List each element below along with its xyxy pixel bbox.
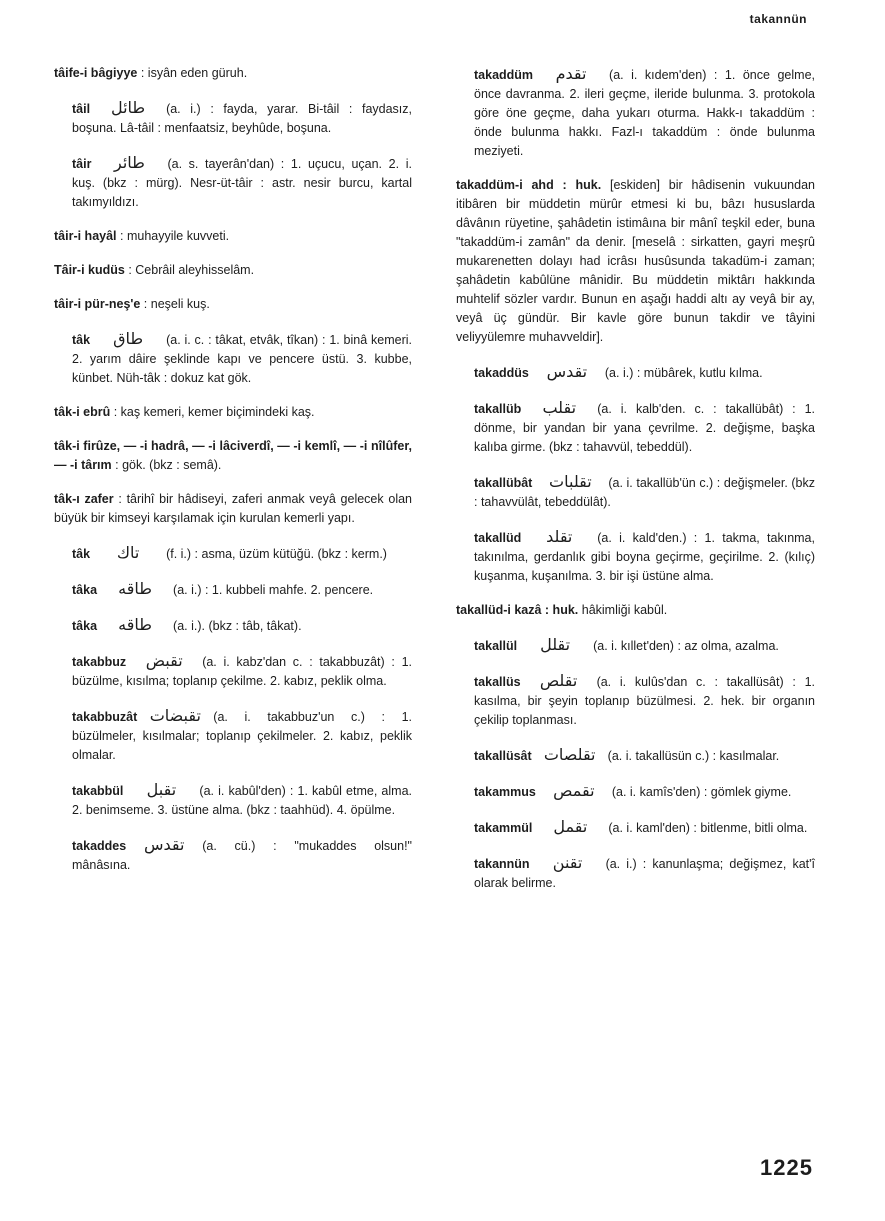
entry-arabic-script: تقلد bbox=[546, 527, 573, 546]
dictionary-entry bbox=[36, 651, 412, 691]
entry-headword: takabbuzât bbox=[72, 710, 138, 724]
entry-definition: (a. i. kulûs'dan c. : takallüsât) : 1. kasılma, bir şeyin toplanıp büzülmesi. 2. hek. bir organın çekilip toplanması. bbox=[474, 675, 815, 727]
entry-headword: takabbuz bbox=[72, 655, 127, 669]
entry-definition: : kaş kemeri, kemer biçimindeki kaş. bbox=[110, 405, 315, 419]
entry-arabic-script: تقدس bbox=[143, 835, 185, 854]
entry-definition: : Cebrâil aleyhisselâm. bbox=[124, 263, 255, 277]
dictionary-entry bbox=[438, 745, 815, 766]
dictionary-entry bbox=[36, 579, 412, 600]
entry-definition: (a. i.). (bkz : tâb, tâkat). bbox=[173, 619, 302, 633]
entry-definition: : isyân eden güruh. bbox=[137, 66, 248, 80]
entry-definition: (a. i.) : fayda, yarar. Bi-tâil : faydasız, boşuna. Lâ-tâil : menfaatsiz, beyhûde, boşuna. bbox=[72, 102, 412, 135]
entry-definition: (a. i. kamîs'den) : gömlek giyme. bbox=[611, 785, 792, 799]
right-column bbox=[438, 64, 815, 908]
dictionary-entry bbox=[438, 781, 815, 802]
entry-definition: (f. i.) : asma, üzüm kütüğü. (bkz : kerm.) bbox=[166, 547, 387, 561]
entry-headword: takallüsât bbox=[474, 749, 532, 763]
entry-arabic-script: تقلب bbox=[542, 398, 577, 417]
entry-definition: (a. cü.) : "mukaddes olsun!" mânâsına. bbox=[72, 839, 412, 872]
entry-headword: takallüd bbox=[474, 531, 522, 545]
entry-headword: takaddes bbox=[72, 839, 127, 853]
dictionary-entry bbox=[36, 329, 412, 388]
entry-definition: (a. i. takallüsün c.) : kasılmalar. bbox=[607, 749, 780, 763]
entry-arabic-script: تقلل bbox=[540, 635, 571, 654]
dictionary-entry bbox=[438, 362, 815, 383]
entry-arabic-script: تقنن bbox=[552, 853, 583, 872]
entry-definition: (a. s. tayerân'dan) : 1. uçucu, uçan. 2. i. kuş. (bkz : mürg). Nesr-üt-tâir : astr. nesir burcu, kartal takımyıldızı. bbox=[72, 157, 412, 209]
entry-definition: (a. i.) : kanunlaşma; değişmez, kat'î olarak belirme. bbox=[474, 857, 815, 890]
entry-arabic-script: طاقه bbox=[118, 579, 152, 598]
entry-headword: takallüb bbox=[474, 402, 522, 416]
entry-definition: (a. i.) : mübârek, kutlu kılma. bbox=[604, 366, 763, 380]
entry-headword: tâife-i bâgiyye bbox=[54, 66, 138, 80]
entry-definition: (a. i. kabz'dan c. : takabbuzât) : 1. büzülme, kısılma; toplanıp çekilme. 2. kabız, peklik olma. bbox=[72, 655, 412, 688]
dictionary-entry bbox=[36, 403, 412, 422]
entry-headword: takannün bbox=[474, 857, 530, 871]
entry-arabic-script: تقمل bbox=[553, 817, 588, 836]
entry-definition: (a. i. kald'den.) : 1. takma, takınma, takınılma, gerdanlık gibi boyna geçirme, geçirilme. 2. (kılıç) kuşanma, kuşanılma. 3. bir işi üstüne alma. bbox=[474, 531, 815, 583]
entry-headword: tâk-i ebrû bbox=[54, 405, 111, 419]
entry-headword: tâir-i pür-neş'e bbox=[54, 297, 141, 311]
dictionary-entry bbox=[36, 98, 412, 138]
entry-headword: tâir-i hayâl bbox=[54, 229, 117, 243]
page-number: 1225 bbox=[760, 1155, 813, 1180]
entry-definition: (a. i. takabbuz'un c.) : 1. büzülmeler, kısılmalar; toplanıp çekilmeler. 2. kabız, peklik olmalar. bbox=[72, 710, 412, 762]
entry-arabic-script: تقمص bbox=[553, 781, 595, 800]
entry-headword: takallübât bbox=[474, 476, 533, 490]
dictionary-entry bbox=[438, 527, 815, 586]
dictionary-entry bbox=[36, 295, 412, 314]
entry-definition: (a. i. takallüb'ün c.) : değişmeler. (bkz : tahavvülât, tebeddülât). bbox=[474, 476, 815, 509]
entry-headword: tâil bbox=[72, 102, 91, 116]
entry-headword: tâka bbox=[72, 619, 98, 633]
entry-headword: tâk-ı zafer bbox=[54, 492, 114, 506]
dictionary-entry bbox=[438, 64, 815, 161]
entry-headword: tâk bbox=[72, 333, 91, 347]
dictionary-entry bbox=[36, 153, 412, 212]
entry-arabic-script: طاق bbox=[113, 329, 144, 348]
running-header: takannün bbox=[749, 12, 807, 26]
entry-arabic-script: طائر bbox=[114, 153, 145, 172]
entry-headword: takallüs bbox=[474, 675, 521, 689]
entry-arabic-script: طائل bbox=[110, 98, 146, 117]
entry-arabic-script: تقلبات bbox=[549, 472, 592, 491]
entry-definition: (a. i. kıllet'den) : az olma, azalma. bbox=[593, 639, 779, 653]
dictionary-entry bbox=[36, 780, 412, 820]
dictionary-entry bbox=[36, 261, 412, 280]
dictionary-entry bbox=[438, 601, 815, 620]
dictionary-entry bbox=[438, 817, 815, 838]
dictionary-entry bbox=[36, 490, 412, 528]
dictionary-entry bbox=[36, 835, 412, 875]
entry-definition: : muhayyile kuvveti. bbox=[116, 229, 230, 243]
dictionary-entry bbox=[36, 543, 412, 564]
entry-definition: (a. i.) : 1. kubbeli mahfe. 2. pencere. bbox=[173, 583, 374, 597]
entry-arabic-script: تقدم bbox=[555, 64, 587, 83]
entry-arabic-script: تقبضات bbox=[149, 706, 201, 725]
dictionary-entry bbox=[36, 706, 412, 765]
dictionary-entry bbox=[438, 635, 815, 656]
entry-definition: (a. i. kabûl'den) : 1. kabûl etme, alma. 2. benimseme. 3. üstüne alma. (bkz : taahhüd). 4. öpülme. bbox=[72, 784, 412, 817]
entry-definition: (a. i. kalb'den. c. : takallübât) : 1. dönme, bir yandan bir yana çevrilme. 2. değişme, başka kalıba girme. (bkz : tahavvül, tebeddül). bbox=[474, 402, 815, 454]
entry-definition: (a. i. kıdem'den) : 1. önce gelme, önce davranma. 2. ileri geçme, ileride bulunma. 3. protokola göre öne geçme, daha yukarı oturma. Hakk-ı takaddüm : önde bulunma hakkı. Fazl-ı takaddüm : önde bulunma meziyeti. bbox=[474, 68, 815, 158]
entry-headword: takaddüm-i ahd : huk. bbox=[456, 178, 602, 192]
entry-headword: tâk-i firûze, — -i hadrâ, — -i lâciverdî, — -i kemlî, — -i nîlûfer, — -i târım bbox=[54, 439, 412, 472]
entry-definition: (a. i. kaml'den) : bitlenme, bitli olma. bbox=[608, 821, 808, 835]
dictionary-entry bbox=[36, 227, 412, 246]
entry-arabic-script: تقبض bbox=[145, 651, 183, 670]
entry-definition: (a. i. c. : tâkat, etvâk, tîkan) : 1. binâ kemeri. 2. yarım dâire şeklinde kapı ve pencere üstü. 3. kubbe, künbet. Nüh-tâk : dokuz kat gök. bbox=[72, 333, 412, 385]
dictionary-entry bbox=[438, 398, 815, 457]
dictionary-entry bbox=[438, 671, 815, 730]
entry-headword: tâka bbox=[72, 583, 98, 597]
entry-headword: takaddüm bbox=[474, 68, 534, 82]
entry-arabic-script: تقلصات bbox=[543, 745, 596, 764]
entry-headword: Tâir-i kudüs bbox=[54, 263, 125, 277]
entry-definition: : gök. (bkz : semâ). bbox=[111, 458, 222, 472]
entry-headword: tâir bbox=[72, 157, 92, 171]
entry-arabic-script: طاقه bbox=[118, 615, 152, 634]
dictionary-entry bbox=[36, 64, 412, 83]
entry-definition: : târihî bir hâdiseyi, zaferi anmak veyâ gelecek olan büyük bir kimseyi karşılamak için kurulan kemerli yapı. bbox=[54, 492, 412, 525]
entry-headword: takabbül bbox=[72, 784, 124, 798]
entry-headword: takallüd-i kazâ : huk. bbox=[456, 603, 579, 617]
dictionary-entry bbox=[438, 176, 815, 347]
entry-headword: takammül bbox=[474, 821, 533, 835]
dictionary-entry bbox=[36, 437, 412, 475]
entry-headword: takallül bbox=[474, 639, 518, 653]
entry-arabic-script: تقلص bbox=[539, 671, 578, 690]
left-column bbox=[36, 64, 412, 890]
entry-arabic-script: تقبل bbox=[146, 780, 177, 799]
entry-headword: takaddüs bbox=[474, 366, 529, 380]
dictionary-entry bbox=[438, 853, 815, 893]
dictionary-entry bbox=[438, 472, 815, 512]
entry-definition: [eskiden] bir hâdisenin vukuundan itibâren bir müddetin mürûr etmesi ki bu, bâzı hususlarda dâvânın rüyetine, şahâdetin istimâına bir mânî teşkil eder, buna "takaddüm-i zamân" da denir. [meselâ : sirkatten, gayri meşrû mukarenetten dolayı had icrâsı husûsunda takadüm-i zaman; şahâdetin kabûlüne mânidir. Bu müddetin miktârı hakkında muhtelif sözler vardır. Bunun en aşağı haddi altı ay veyâ bir ay, veyâ üç gündür. Bir kavle göre bunun takdir ve tâyini veliyyülemre muhavveldir]. bbox=[456, 178, 815, 344]
entry-headword: takammus bbox=[474, 785, 536, 799]
dictionary-entry bbox=[36, 615, 412, 636]
entry-definition: hâkimliği kabûl. bbox=[578, 603, 668, 617]
entry-headword: tâk bbox=[72, 547, 91, 561]
entry-arabic-script: تقدس bbox=[546, 362, 588, 381]
entry-arabic-script: تاك bbox=[116, 543, 140, 562]
entry-definition: : neşeli kuş. bbox=[140, 297, 210, 311]
